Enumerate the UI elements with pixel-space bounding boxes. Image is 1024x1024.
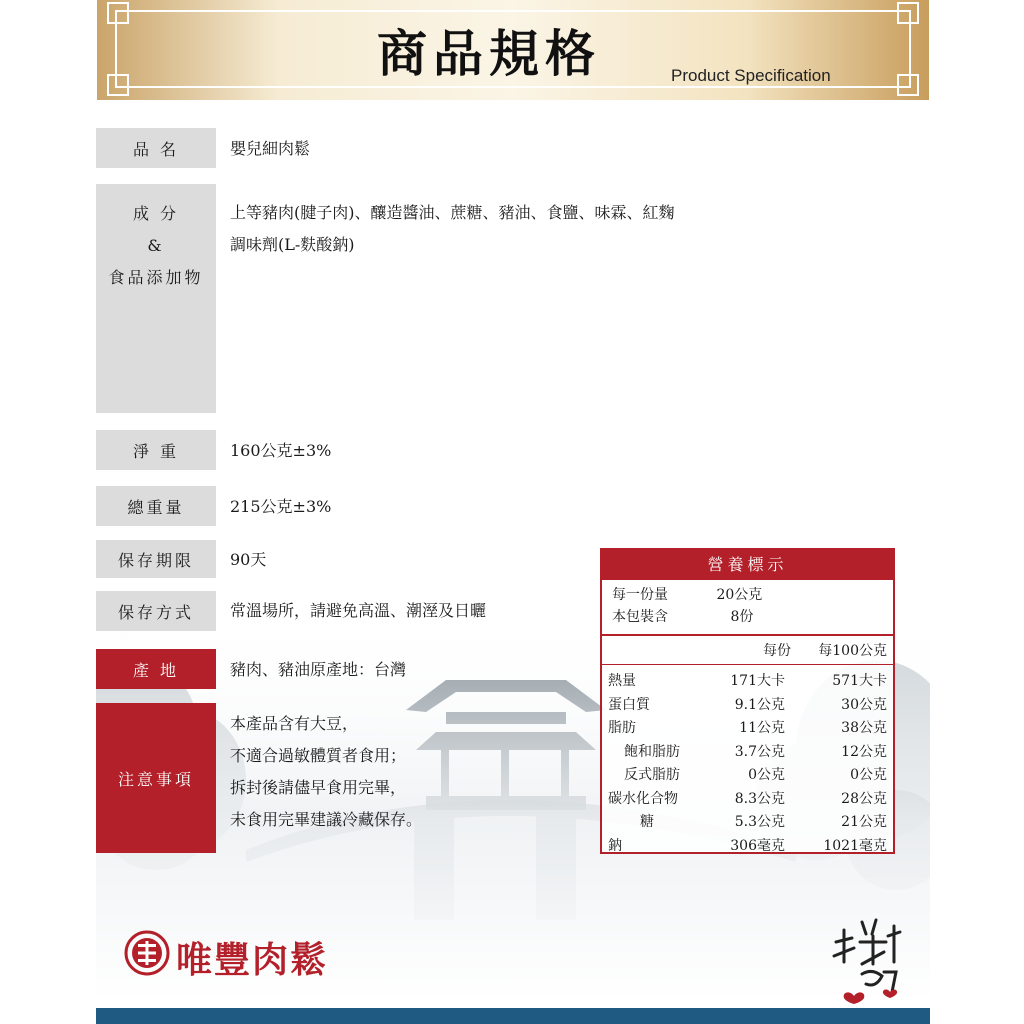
nutrition-row: [602, 741, 893, 765]
column-per-serving: 每份: [763, 643, 791, 659]
nutrition-row: [602, 788, 893, 812]
frame-corner-ornament: [107, 74, 129, 96]
column-per-100g: 每100公克: [818, 643, 887, 659]
servings-label: 本包裝含: [612, 609, 668, 625]
nutrient-per-serving: 8.3公克: [734, 790, 785, 807]
nutrient-name: 熱量: [608, 673, 636, 689]
nutrition-divider: [602, 634, 893, 636]
nutrient-name: 反式脂肪: [624, 767, 680, 783]
wei-feng-logo-icon: [124, 930, 170, 980]
nutrient-name: 鈉: [608, 837, 622, 854]
brand-name: 唯豐肉鬆: [176, 940, 329, 981]
nutrient-per-serving: 9.1公克: [734, 696, 785, 713]
spec-label-storage: 保存方式: [96, 591, 216, 631]
page-title: 商品規格: [377, 25, 601, 83]
nutrient-per-100g: 38公克: [841, 720, 887, 736]
frame-corner-ornament: [897, 2, 919, 24]
notice-line: 拆封後請儘早食用完畢，: [230, 778, 407, 797]
ingredients-label-line: &: [147, 236, 165, 255]
nutrient-per-100g: 21公克: [841, 814, 887, 830]
nutrient-per-serving: 5.3公克: [734, 814, 785, 830]
ingredients-value-line: 調味劑(L-麩酸鈉): [230, 235, 355, 254]
nutrient-per-100g: 12公克: [841, 743, 887, 760]
nutrient-per-100g: 571大卡: [832, 673, 887, 689]
handwritten-brand-signature-icon: [826, 912, 906, 1008]
nutrient-per-100g: 30公克: [841, 696, 887, 713]
spec-label-origin: 產 地: [96, 649, 216, 689]
nutrition-row: [602, 670, 893, 694]
spec-label-ingredients: [96, 184, 216, 413]
ingredients-value-line: 上等豬肉(腱子肉)、釀造醬油、蔗糖、豬油、食鹽、味霖、紅麴: [230, 203, 675, 222]
notice-line: 不適合過敏體質者食用；: [230, 746, 407, 765]
spec-label-net-weight: 淨 重: [96, 430, 216, 470]
page-subtitle: Product Specification: [671, 66, 831, 85]
nutrient-name: 蛋白質: [608, 696, 650, 713]
frame-corner-ornament: [897, 74, 919, 96]
nutrient-per-100g: 0公克: [850, 767, 887, 783]
servings-value: 8份: [730, 609, 754, 625]
notice-line: 本產品含有大豆，: [230, 714, 359, 733]
nutrition-divider: [602, 664, 893, 665]
serving-size-label: 每一份量: [612, 587, 668, 603]
serving-size-value: 20公克: [716, 587, 763, 603]
serving-info: [612, 584, 762, 628]
notice-line: 未食用完畢建議冷藏保存。: [230, 810, 423, 829]
nutrient-per-100g: 28公克: [841, 790, 887, 807]
spec-label-gross-weight: 總重量: [96, 486, 216, 526]
nutrition-row: [602, 717, 893, 741]
nutrient-name: 飽和脂肪: [624, 743, 680, 760]
spec-label-shelf-life: 保存期限: [96, 540, 216, 578]
nutrition-column-headers: [602, 640, 887, 664]
spec-label-notice: 注意事項: [96, 703, 216, 853]
nutrient-per-serving: 0公克: [748, 767, 785, 783]
nutrient-per-serving: 3.7公克: [734, 743, 785, 760]
frame-corner-ornament: [107, 2, 129, 24]
servings-per-package-row: [612, 606, 762, 628]
spec-value-gross-weight: 215公克±3%: [230, 497, 332, 516]
nutrient-per-serving: 11公克: [739, 720, 785, 736]
spec-value-ingredients: [230, 197, 675, 261]
nutrient-name: 脂肪: [608, 720, 636, 736]
spec-value-net-weight: 160公克±3%: [230, 441, 332, 460]
nutrient-per-100g: 1021毫克: [823, 837, 887, 854]
spec-label-name: 品 名: [96, 128, 216, 168]
nutrition-rows: [602, 670, 893, 858]
spec-value-storage: 常溫場所，請避免高溫、潮溼及日曬: [230, 601, 487, 620]
nutrient-per-serving: 171大卡: [730, 673, 785, 689]
spec-value-shelf-life: 90天: [230, 550, 267, 569]
nutrition-row: [602, 764, 893, 788]
spec-value-notice: [230, 708, 422, 836]
ingredients-label-line: 成 分: [132, 204, 180, 223]
spec-value-name: 嬰兒細肉鬆: [230, 139, 311, 158]
nutrition-row: [602, 811, 893, 835]
nutrition-title: 營養標示: [602, 550, 893, 580]
nutrient-name: 碳水化合物: [608, 790, 678, 807]
nutrition-row: [602, 694, 893, 718]
ingredients-label-line: 食品添加物: [108, 268, 204, 287]
spec-value-origin: 豬肉、豬油原產地：台灣: [230, 660, 407, 679]
serving-size-row: [612, 584, 762, 606]
nutrition-facts-table: [600, 548, 895, 854]
nutrient-name: 糖: [640, 814, 654, 830]
header-banner: [97, 0, 929, 100]
footer-bar: [96, 1008, 930, 1024]
nutrient-per-serving: 306毫克: [730, 837, 785, 854]
nutrition-row: [602, 835, 893, 859]
